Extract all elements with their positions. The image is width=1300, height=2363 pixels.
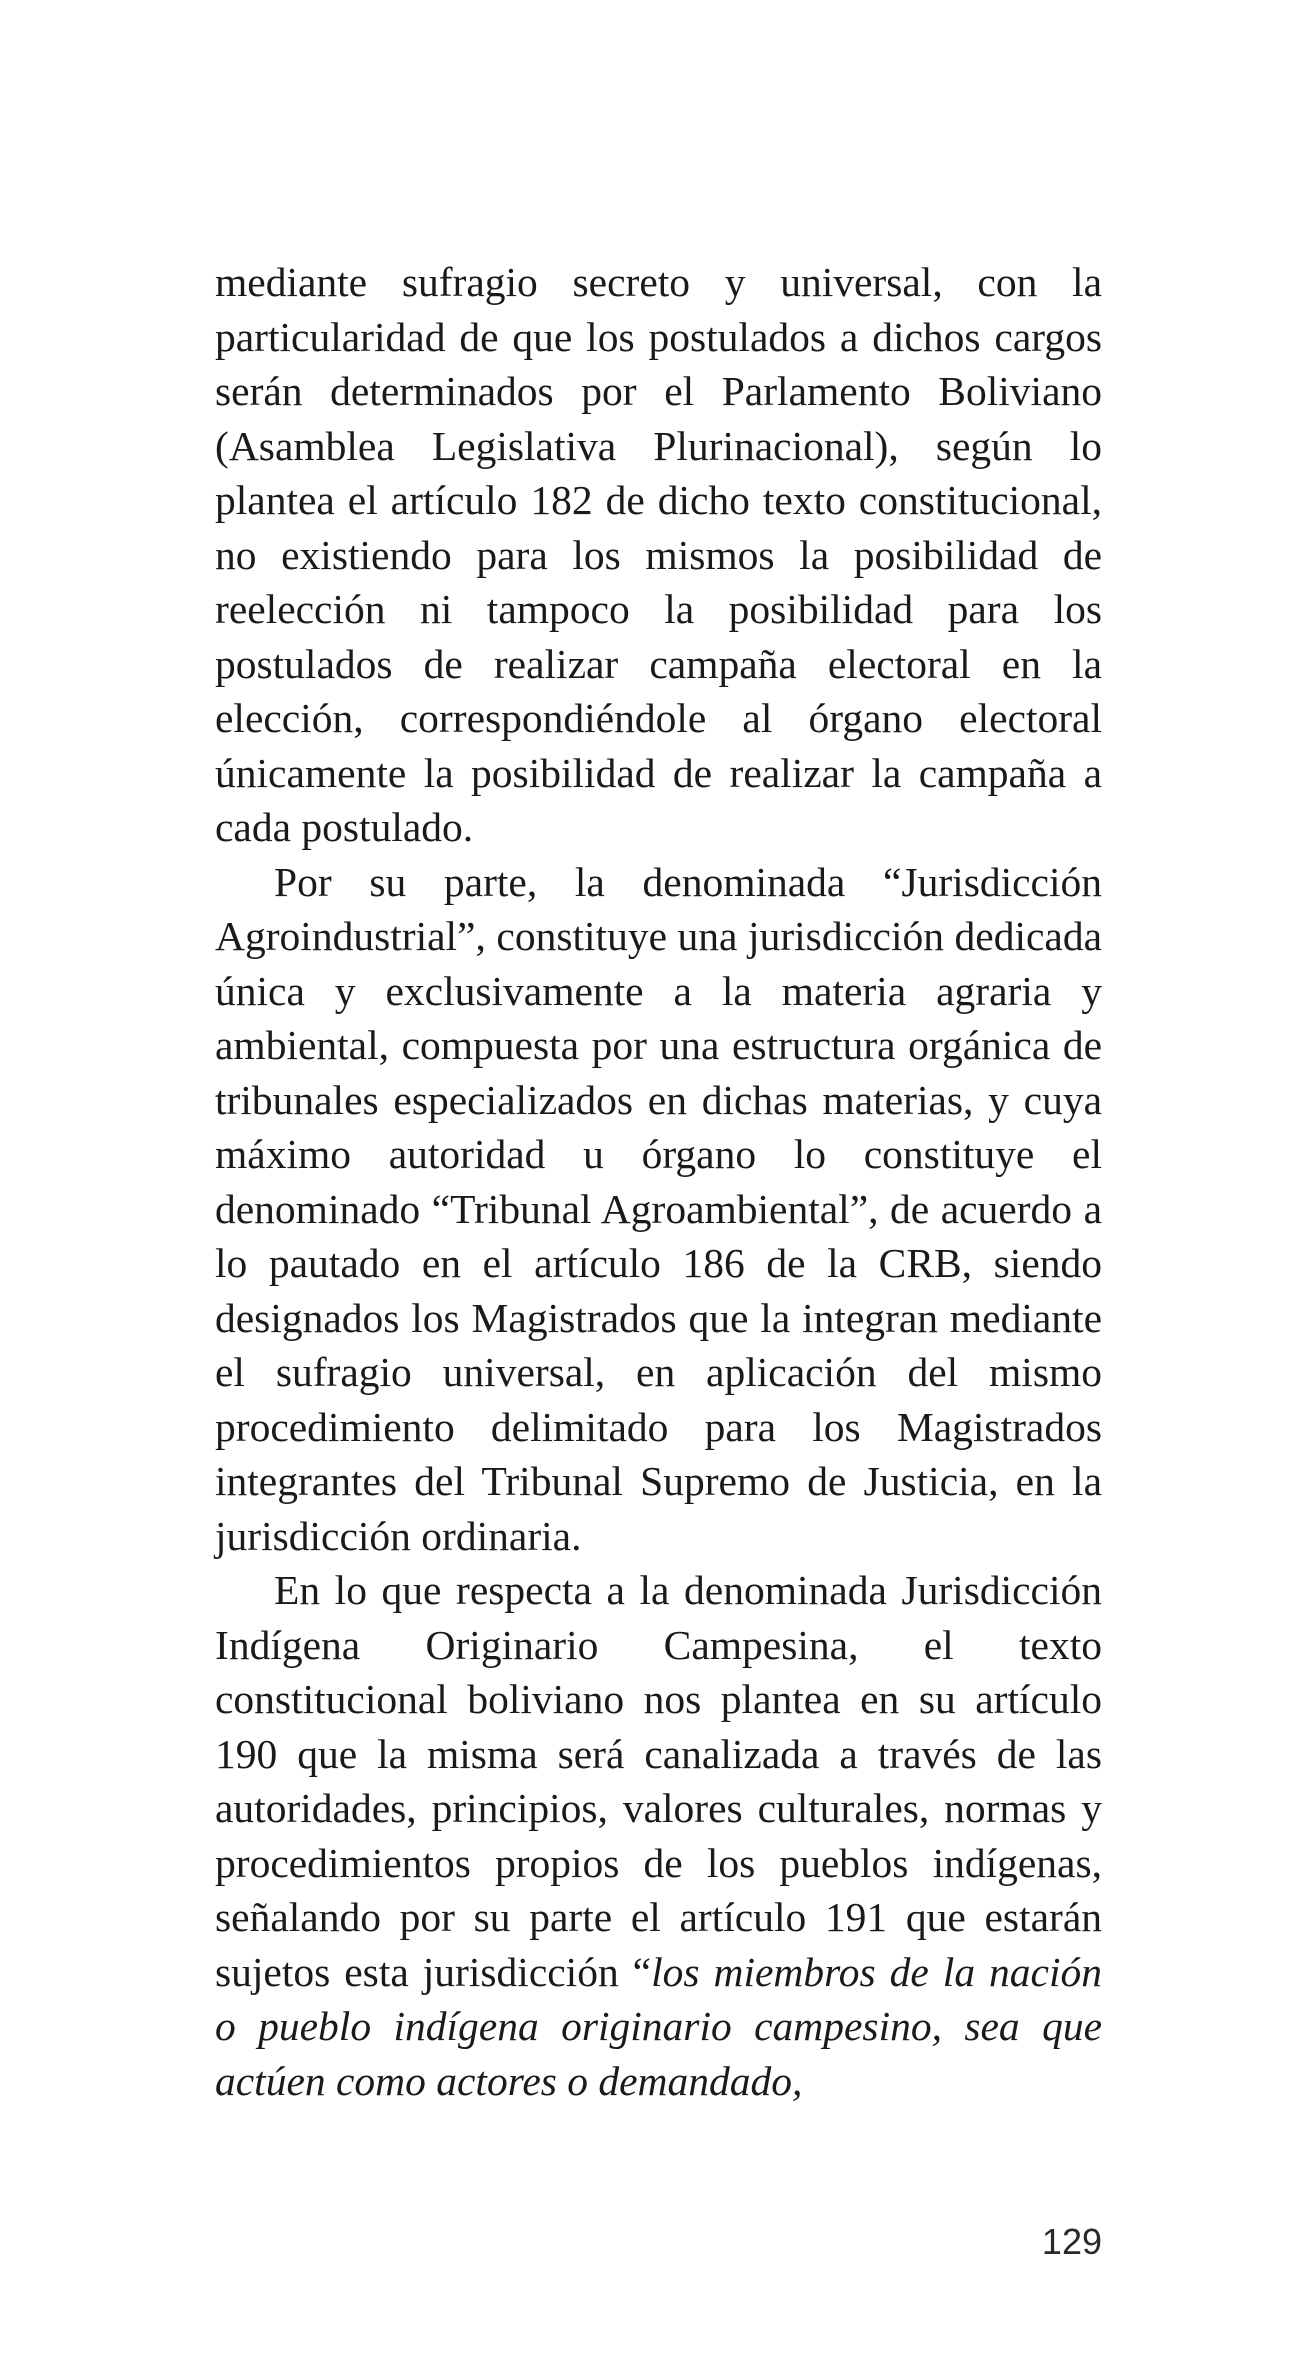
quote-open-mark: “ [632,1948,652,1995]
page-number: 129 [1041,2221,1102,2262]
paragraph-1: mediante sufragio secreto y universal, con la particularidad de que los postulados a dichos cargos serán determinados por el Parlamento Boliviano (Asamblea Legislativa Plurinacional), según lo plantea el artículo 182 de dicho texto constitucional, no existiendo para los mismos la posibilidad de reelección ni tampoco la posibilidad para los postulados de realizar campaña electoral en la elección, correspondiéndole al órgano electoral únicamente la posibilidad de realizar la campaña a cada postulado. [215,259,1102,850]
paragraph-3-text: En lo que respecta a la denominada Jurisdicción Indígena Originario Campesina, el texto constitucional boliviano nos plantea en su artículo 190 que la misma será canalizada a través de las autoridades, principios, valores culturales, normas y procedimientos propios de los pueblos indígenas, señalando por su parte el artículo 191 que estarán sujetos esta jurisdicción [215,1567,1102,1995]
body-text [215,255,1102,2108]
italic-quotation: los miembros de la nación o pueblo indígena originario campesino, sea que actúen como actores o demandado, [215,1948,1102,2104]
paragraph-2: Por su parte, la denominada “Jurisdicción Agroindustrial”, constituye una jurisdicción dedicada única y exclusivamente a la materia agraria y ambiental, compuesta por una estructura orgánica de tribunales especializados en dichas materias, y cuya máximo autoridad u órgano lo constituye el denominado “Tribunal Agroambiental”, de acuerdo a lo pautado en el artículo 186 de la CRB, siendo designados los Magistrados que la integran mediante el sufragio universal, en aplicación del mismo procedimiento delimitado para los Magistrados integrantes del Tribunal Supremo de Justicia, en la jurisdicción ordinaria. [215,858,1102,1559]
paragraph-3 [215,1563,1102,2108]
